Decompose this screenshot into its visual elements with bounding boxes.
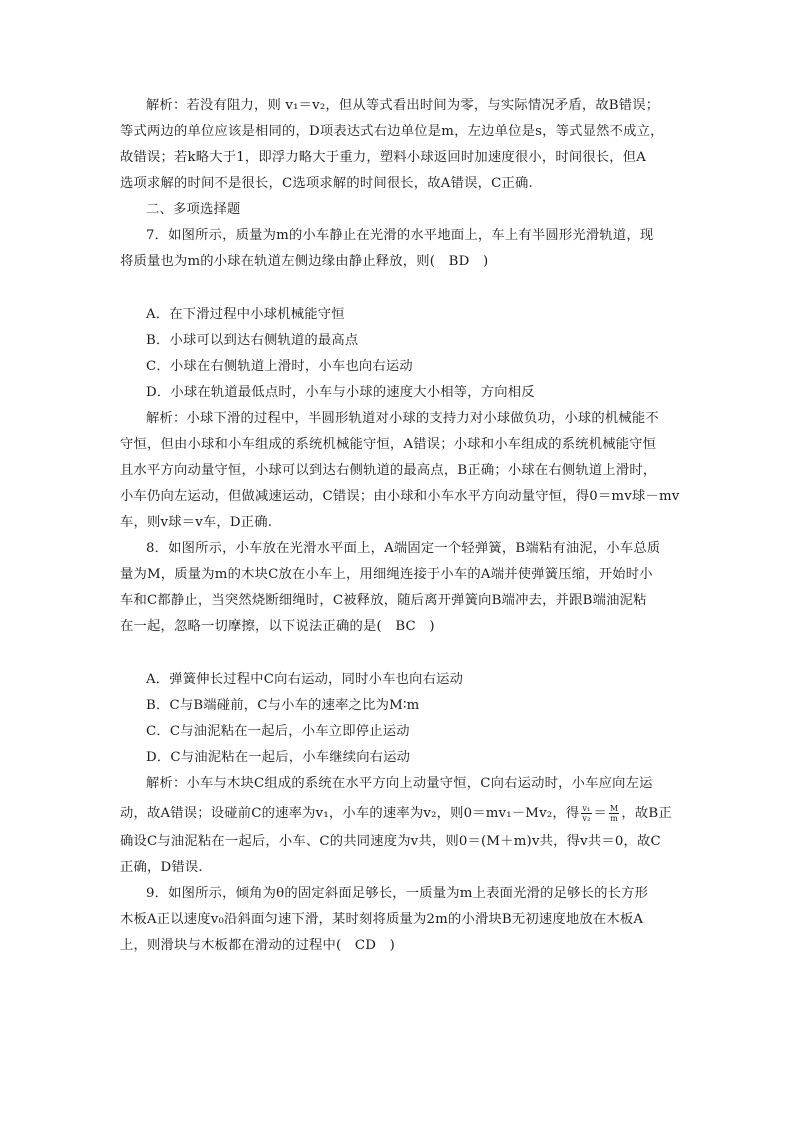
q7-analysis-line-3: 且水平方向动量守恒，小球可以到达右侧轨道的最高点，B正确；小球在右侧轨道上滑时， [120, 463, 657, 478]
q7-analysis-line-1: 解析：小球下滑的过程中，半圆形轨道对小球的支持力对小球做负功，小球的机械能不 [146, 411, 659, 426]
q8-option-a: A．弹簧伸长过程中C向右运动，同时小车也向右运动 [146, 672, 464, 687]
mass-ratio-fraction [609, 804, 619, 823]
q7-analysis-line-4: 小车仍向左运动，但做减速运动，C错误；由小球和小车水平方向动量守恒，得0＝mv球－mv [120, 489, 680, 504]
fraction-denominator: m [610, 814, 619, 823]
q9-stem-line-2: 木板A正以速度v₀沿斜面匀速下滑，某时刻将质量为2m的小滑块B无初速度地放在木板A [120, 912, 644, 927]
q7-analysis-line-5: 车，则v球＝v车，D正确. [120, 515, 273, 530]
q7-analysis-line-2: 守恒，但由小球和小车组成的系统机械能守恒，A错误；小球和小车组成的系统机械能守恒 [120, 437, 657, 452]
velocity-ratio-fraction [581, 804, 591, 823]
q8-stem-line-4: 在一起，忽略一切摩擦，以下说法正确的是( BC ) [120, 619, 435, 634]
fraction-numerator: M [610, 804, 619, 813]
q8-stem-line-1: 8．如图所示，小车放在光滑水平面上，A端固定一个轻弹簧，B端粘有油泥，小车总质 [146, 541, 661, 556]
equals-sign: ＝ [593, 806, 607, 821]
q8-analysis-line-3: 确设C与油泥粘在一起后，小车、C的共同速度为v共，则0＝(M＋m)v共，得v共＝0，故C [120, 834, 661, 849]
q6-analysis-line-1: 解析：若没有阻力，则 v₁＝v₂，但从等式看出时间为零，与实际情况矛盾，故B错误； [146, 98, 660, 113]
q8-analysis-line-2-tail: ，故B正 [621, 806, 672, 821]
q8-option-c: C．C与油泥粘在一起后，小车立即停止运动 [146, 724, 410, 739]
q7-option-b: B．小球可以到达右侧轨道的最高点 [146, 333, 359, 348]
q8-stem-line-3: 车和C都静止，当突然烧断细绳时，C被释放，随后离开弹簧向B端冲去，并跟B端油泥粘 [120, 593, 647, 608]
q8-analysis-line-2 [120, 804, 680, 823]
q8-option-d: D．C与油泥粘在一起后，小车继续向右运动 [146, 750, 411, 765]
q6-analysis-line-4: 选项求解的时间不是很长，C选项求解的时间很长，故A错误，C正确. [120, 176, 533, 191]
fraction-denominator: v₂ [582, 814, 591, 823]
q7-option-a: A．在下滑过程中小球机械能守恒 [146, 307, 345, 322]
q9-stem-line-1: 9．如图所示，倾角为θ的固定斜面足够长，一质量为m上表面光滑的足够长的长方形 [146, 886, 649, 901]
section-title: 二、多项选择题 [146, 202, 241, 217]
q8-analysis-line-1: 解析：小车与木块C组成的系统在水平方向上动量守恒，C向右运动时，小车应向左运 [146, 776, 653, 791]
q8-analysis-line-4: 正确，D错误. [120, 860, 203, 875]
q7-option-c: C．小球在右侧轨道上滑时，小车也向右运动 [146, 359, 413, 374]
fraction-numerator: v₁ [582, 804, 591, 813]
q6-analysis-line-3: 故错误；若k略大于1，即浮力略大于重力，塑料小球返回时加速度很小，时间很长，但A [120, 150, 647, 165]
q8-stem-line-2: 量为M，质量为m的木块C放在小车上，用细绳连接于小车的A端并使弹簧压缩，开始时小 [120, 567, 653, 582]
q7-option-d: D．小球在轨道最低点时，小车与小球的速度大小相等，方向相反 [146, 385, 535, 400]
q6-analysis-line-2: 等式两边的单位应该是相同的，D项表达式右边单位是m，左边单位是s，等式显然不成立， [120, 124, 664, 139]
q8-option-b: B．C与B端碰前，C与小车的速率之比为M∶m [146, 698, 420, 713]
q7-stem-line-2: 将质量也为m的小球在轨道左侧边缘由静止释放，则( BD ) [120, 254, 489, 269]
q8-analysis-line-2-text: 动，故A错误；设碰前C的速率为v₁，小车的速率为v₂，则0＝mv₁－Mv₂，得 [120, 806, 580, 821]
q9-stem-line-3: 上，则滑块与木板都在滑动的过程中( CD ) [120, 938, 395, 953]
q7-stem-line-1: 7．如图所示，质量为m的小车静止在光滑的水平地面上，车上有半圆形光滑轨道，现 [146, 228, 654, 243]
